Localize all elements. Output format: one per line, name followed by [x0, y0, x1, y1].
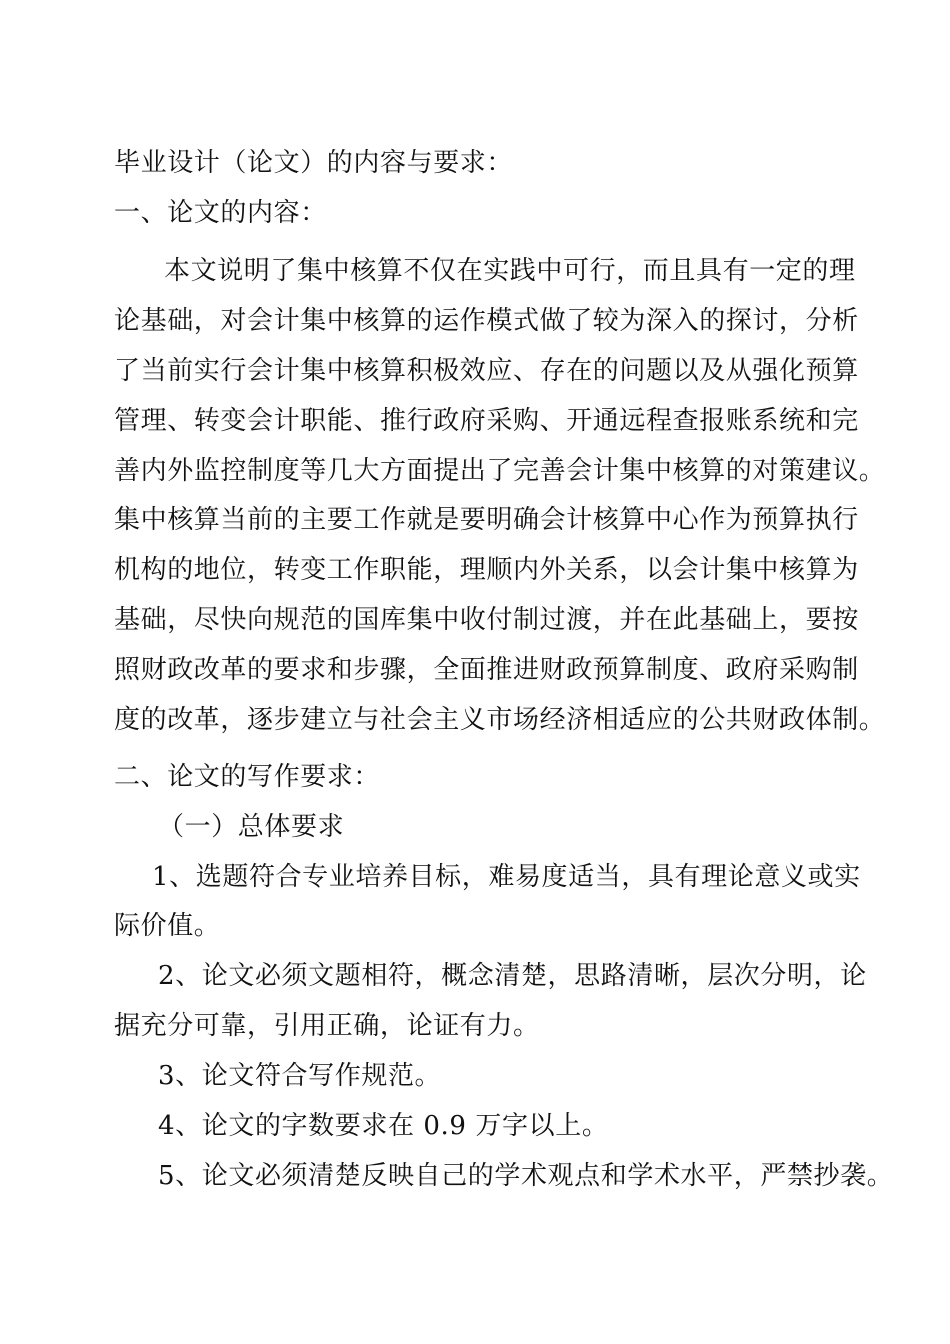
list-item: 2、论文必须文题相符，概念清楚，思路清晰，层次分明，论	[158, 961, 867, 991]
subsection-title: （一）总体要求	[158, 812, 345, 842]
list-item: 4、论文的字数要求在 0.9 万字以上。	[158, 1111, 609, 1141]
paragraph-line: 管理、转变会计职能、推行政府采购、开通远程查报账系统和完	[114, 406, 859, 436]
paragraph-line: 了当前实行会计集中核算积极效应、存在的问题以及从强化预算	[114, 356, 859, 386]
paragraph-line: 照财政改革的要求和步骤，全面推进财政预算制度、政府采购制	[114, 655, 859, 685]
list-item: 1、选题符合专业培养目标，难易度适当，具有理论意义或实	[152, 862, 861, 892]
list-item: 5、论文必须清楚反映自己的学术观点和学术水平，严禁抄袭。	[158, 1161, 894, 1191]
list-item-continuation: 际价值。	[114, 911, 221, 941]
section-title-content: 一、论文的内容：	[114, 198, 327, 228]
document-heading: 毕业设计（论文）的内容与要求：	[114, 148, 514, 178]
section-title-requirements: 二、论文的写作要求：	[114, 762, 381, 792]
paragraph-line: 善内外监控制度等几大方面提出了完善会计集中核算的对策建议。	[114, 456, 886, 486]
paragraph-line: 机构的地位，转变工作职能，理顺内外关系，以会计集中核算为	[114, 555, 859, 585]
list-item: 3、论文符合写作规范。	[158, 1061, 442, 1091]
paragraph-line: 本文说明了集中核算不仅在实践中可行，而且具有一定的理	[164, 256, 856, 286]
paragraph-line: 度的改革，逐步建立与社会主义市场经济相适应的公共财政体制。	[114, 705, 886, 735]
paragraph-line: 论基础，对会计集中核算的运作模式做了较为深入的探讨，分析	[114, 306, 859, 336]
list-item-continuation: 据充分可靠，引用正确，论证有力。	[114, 1011, 540, 1041]
paragraph-line: 集中核算当前的主要工作就是要明确会计核算中心作为预算执行	[114, 505, 859, 535]
paragraph-line: 基础，尽快向规范的国库集中收付制过渡，并在此基础上，要按	[114, 605, 859, 635]
